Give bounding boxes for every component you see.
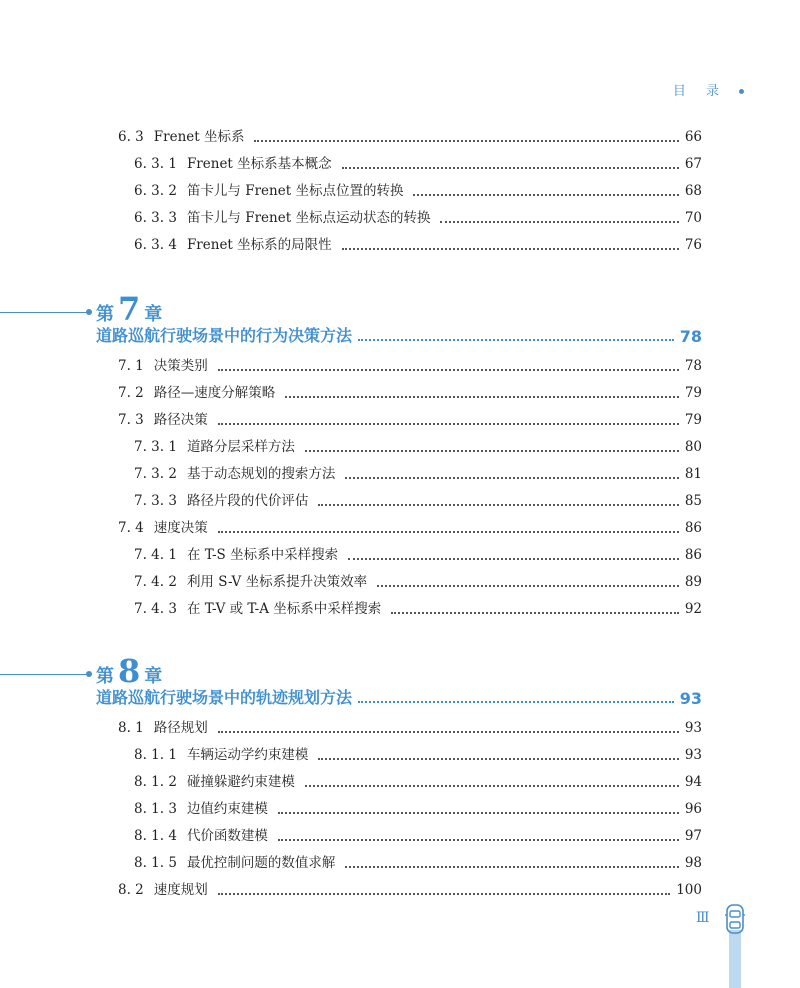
- dot-leader: [358, 701, 674, 703]
- entry-page: 86: [684, 547, 702, 563]
- entry-title: 利用 S-V 坐标系提升决策效率: [186, 574, 368, 590]
- header-text: 目 录: [672, 84, 727, 99]
- toc-entry[interactable]: [134, 151, 702, 173]
- entry-title: 在 T-S 坐标系中采样搜索: [186, 547, 339, 563]
- entry-page: 98: [684, 855, 702, 871]
- entry-number: 6. 3. 2: [134, 183, 177, 199]
- entry-title: 车辆运动学约束建模: [186, 747, 309, 763]
- toc-entry[interactable]: [118, 515, 702, 537]
- chapter-title: 道路巡航行驶场景中的轨迹规划方法: [96, 688, 353, 707]
- entry-number: 7. 2: [118, 385, 144, 401]
- chapter-prefix: 第: [96, 304, 114, 325]
- entry-title: 碰撞躲避约束建模: [186, 774, 295, 790]
- dot-leader: [345, 477, 678, 479]
- entry-page: 94: [684, 774, 702, 790]
- toc-entry[interactable]: [118, 715, 702, 737]
- toc-entry[interactable]: [134, 205, 702, 227]
- dot-leader: [305, 450, 679, 452]
- toc-entry[interactable]: [118, 124, 702, 146]
- entry-page: 66: [684, 129, 702, 145]
- dot-leader: [345, 866, 678, 868]
- entry-number: 6. 3. 4: [134, 237, 177, 253]
- entry-number: 8. 1. 3: [134, 801, 177, 817]
- chapter-title: 道路巡航行驶场景中的行为决策方法: [96, 326, 353, 345]
- dot-leader: [305, 785, 679, 787]
- entry-page: 97: [684, 828, 702, 844]
- entry-number: 8. 1. 1: [134, 747, 177, 763]
- entry-page: 92: [684, 601, 702, 617]
- entry-number: 8. 1: [118, 720, 144, 736]
- toc-entry[interactable]: [134, 434, 702, 456]
- entry-page: 67: [684, 156, 702, 172]
- dot-leader: [318, 758, 678, 760]
- entry-page: 76: [684, 237, 702, 253]
- entry-page: 85: [684, 493, 702, 509]
- entry-number: 6. 3. 3: [134, 210, 177, 226]
- entry-number: 6. 3: [118, 129, 144, 145]
- entry-page: 68: [684, 183, 702, 199]
- toc-entry[interactable]: [134, 823, 702, 845]
- chapter-page: 78: [679, 327, 702, 346]
- entry-title: 路径片段的代价评估: [186, 493, 309, 509]
- toc-entry[interactable]: [134, 742, 702, 764]
- toc-entry[interactable]: [134, 232, 702, 254]
- dot-leader: [218, 893, 670, 895]
- dot-leader: [342, 248, 679, 250]
- toc-entry[interactable]: [134, 178, 702, 200]
- entry-page: 78: [684, 358, 702, 374]
- chapter-page: 93: [679, 689, 702, 708]
- entry-number: 7. 4. 2: [134, 574, 177, 590]
- entry-number: 8. 2: [118, 882, 144, 898]
- dot-leader: [377, 585, 679, 587]
- entry-number: 6. 3. 1: [134, 156, 177, 172]
- dot-leader: [342, 167, 679, 169]
- chapter-suffix: 章: [144, 304, 163, 325]
- entry-title: 道路分层采样方法: [186, 439, 295, 455]
- chapter-prefix: 第: [96, 666, 114, 687]
- toc-entry[interactable]: [134, 542, 702, 564]
- entry-number: 7. 3. 3: [134, 493, 177, 509]
- toc-entry[interactable]: [134, 488, 702, 510]
- entry-title: 代价函数建模: [186, 828, 268, 844]
- entry-title: 决策类别: [153, 358, 208, 374]
- chapter-rule: [0, 312, 88, 313]
- toc-entry[interactable]: [118, 380, 702, 402]
- dot-leader: [278, 839, 679, 841]
- entry-number: 8. 1. 4: [134, 828, 177, 844]
- entry-number: 7. 1: [118, 358, 144, 374]
- dot-leader: [218, 531, 679, 533]
- entry-number: 7. 4. 3: [134, 601, 177, 617]
- entry-page: 81: [684, 466, 702, 482]
- entry-page: 86: [684, 520, 702, 536]
- entry-page: 79: [684, 412, 702, 428]
- toc-entry[interactable]: [134, 596, 702, 618]
- header-dot-icon: [739, 89, 744, 94]
- dot-leader: [358, 339, 674, 341]
- entry-title: Frenet 坐标系的局限性: [186, 237, 332, 253]
- chapter-dot-icon: [86, 309, 92, 315]
- toc-entry[interactable]: [134, 461, 702, 483]
- entry-number: 7. 4: [118, 520, 144, 536]
- entry-page: 70: [684, 210, 702, 226]
- entry-title: 在 T-V 或 T-A 坐标系中采样搜索: [186, 601, 382, 617]
- entry-title: 速度规划: [153, 882, 208, 898]
- entry-number: 7. 3. 2: [134, 466, 177, 482]
- toc-entry[interactable]: [134, 850, 702, 872]
- dot-leader: [218, 423, 679, 425]
- chapter-number: 7: [118, 290, 141, 328]
- toc-entry[interactable]: [134, 769, 702, 791]
- entry-title: 路径规划: [153, 720, 208, 736]
- dot-leader: [348, 558, 679, 560]
- dot-leader: [254, 140, 678, 142]
- entry-title: 最优控制问题的数值求解: [186, 855, 336, 871]
- page-tab-bar: [729, 930, 741, 988]
- entry-title: Frenet 坐标系基本概念: [186, 156, 332, 172]
- entry-page: 80: [684, 439, 702, 455]
- toc-entry[interactable]: [118, 877, 702, 899]
- entry-page: 100: [676, 882, 702, 898]
- entry-title: 边值约束建模: [186, 801, 268, 817]
- entry-number: 7. 3: [118, 412, 144, 428]
- entry-title: 速度决策: [153, 520, 208, 536]
- entry-number: 7. 3. 1: [134, 439, 177, 455]
- entry-page: 89: [684, 574, 702, 590]
- entry-number: 8. 1. 5: [134, 855, 177, 871]
- page-number: Ⅲ: [696, 910, 710, 926]
- running-header: [673, 80, 744, 99]
- entry-page: 96: [684, 801, 702, 817]
- toc-entry[interactable]: [118, 353, 702, 375]
- chapter-title-entry[interactable]: [96, 684, 702, 708]
- entry-title: Frenet 坐标系: [153, 129, 245, 145]
- toc-entry[interactable]: [134, 569, 702, 591]
- dot-leader: [413, 194, 678, 196]
- entry-number: 8. 1. 2: [134, 774, 177, 790]
- entry-title: 路径决策: [153, 412, 208, 428]
- chapter-number: 8: [118, 652, 141, 690]
- toc-entry[interactable]: [134, 796, 702, 818]
- dot-leader: [218, 369, 679, 371]
- dot-leader: [218, 731, 679, 733]
- entry-title: 笛卡儿与 Frenet 坐标点位置的转换: [186, 183, 404, 199]
- dot-leader: [391, 612, 679, 614]
- entry-page: 93: [684, 747, 702, 763]
- entry-number: 7. 4. 1: [134, 547, 177, 563]
- chapter-rule: [0, 674, 88, 675]
- car-icon: [724, 903, 746, 935]
- entry-page: 93: [684, 720, 702, 736]
- entry-title: 基于动态规划的搜索方法: [186, 466, 336, 482]
- dot-leader: [440, 221, 678, 223]
- dot-leader: [318, 504, 678, 506]
- toc-entry[interactable]: [118, 407, 702, 429]
- chapter-suffix: 章: [144, 666, 163, 687]
- chapter-dot-icon: [86, 671, 92, 677]
- entry-page: 79: [684, 385, 702, 401]
- chapter-title-entry[interactable]: [96, 322, 702, 346]
- entry-title: 路径—速度分解策略: [153, 385, 276, 401]
- entry-title: 笛卡儿与 Frenet 坐标点运动状态的转换: [186, 210, 431, 226]
- dot-leader: [278, 812, 679, 814]
- dot-leader: [285, 396, 679, 398]
